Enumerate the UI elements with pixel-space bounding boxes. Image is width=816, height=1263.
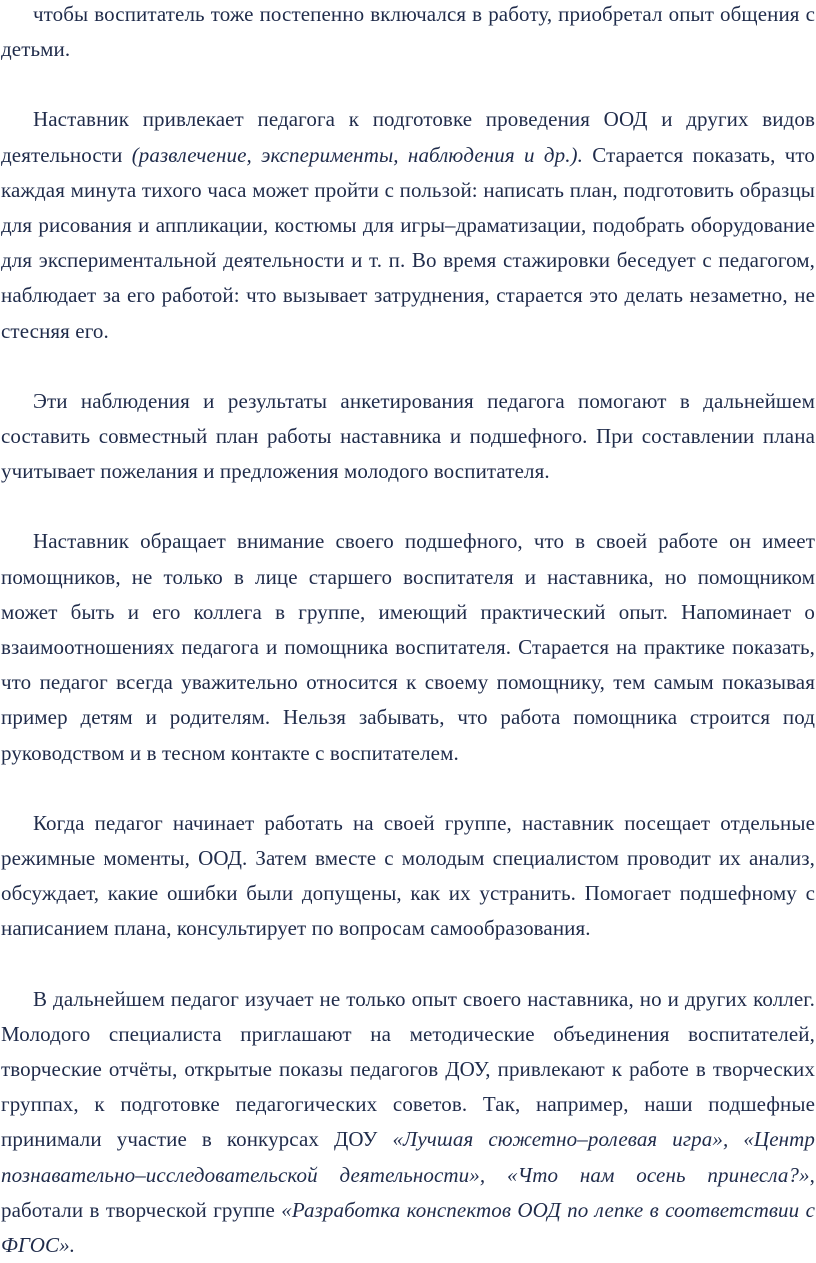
paragraph-2-text-b: Старается показать, что каждая минута тихого часа может пройти с пользой: написать план, подготовить образцы для рисования и аппликации, костюмы для игры–драматизации, подобрать оборудование для экспериментальной деятельности и т. п. Во время стажировки беседует с педагогом, наблюдает за его работой: что вызывает затруднения, старается это делать незаметно, не стесняя его. [1,142,815,343]
paragraph-4-text: Наставник обращает внимание своего подшефного, что в своей работе он имеет помощников, не только в лице старшего воспитателя и наставника, но помощником может быть и его коллега в группе, имеющий практический опыт. Напоминает о взаимоотношениях педагога и помощника воспитателя. Старается на практике показать, что педагог всегда уважительно относится к своему помощнику, тем самым показывая пример детям и родителям. Нельзя забывать, что работа помощника строится под руководством и в тесном контакте с воспитателем. [1,529,815,765]
paragraph-1 [1,0,815,67]
paragraph-4 [1,524,815,770]
paragraph-2-italic-list: (развлечение, эксперименты, наблюдения и др.). [131,142,584,167]
paragraph-6-italic-contests: «Лучшая сюжетно–ролевая игра», «Центр познавательно–исследовательской деятельности», «Что нам осень принесла?» [1,1127,815,1187]
paragraph-6-text-b: , работали в творческой группе [1,1162,815,1222]
paragraph-5-text: Когда педагог начинает работать на своей группе, наставник посещает отдельные режимные моменты, ООД. Затем вместе с молодым специалистом проводит их анализ, обсуждает, какие ошибки были допущены, как их устранить. Помогает подшефному с написанием плана, консультирует по вопросам самообразования. [1,810,815,941]
paragraph-2 [1,102,815,348]
paragraph-5 [1,806,815,947]
paragraph-6 [1,982,815,1263]
paragraph-3 [1,384,815,490]
paragraph-2-text-a: Наставник привлекает педагога к подготовке проведения ООД и других видов деятельности [1,107,815,167]
paragraph-3-text: Эти наблюдения и результаты анкетирования педагога помогают в дальнейшем составить совместный план работы наставника и подшефного. При составлении плана учитывает пожелания и предложения молодого воспитателя. [1,388,815,484]
paragraph-6-text-a: В дальнейшем педагог изучает не только опыт своего наставника, но и других коллег. Молодого специалиста приглашают на методические объединения воспитателей, творческие отчёты, открытые показы педагогов ДОУ, привлекают к работе в творческих группах, к подготовке педагогических советов. Так, например, наши подшефные принимали участие в конкурсах ДОУ [1,986,815,1152]
paragraph-1-text: чтобы воспитатель тоже постепенно включался в работу, приобретал опыт общения с детьми. [1,2,815,62]
paragraph-6-italic-group: «Разработка конспектов ООД по лепке в соответствии с ФГОС». [1,1197,815,1258]
